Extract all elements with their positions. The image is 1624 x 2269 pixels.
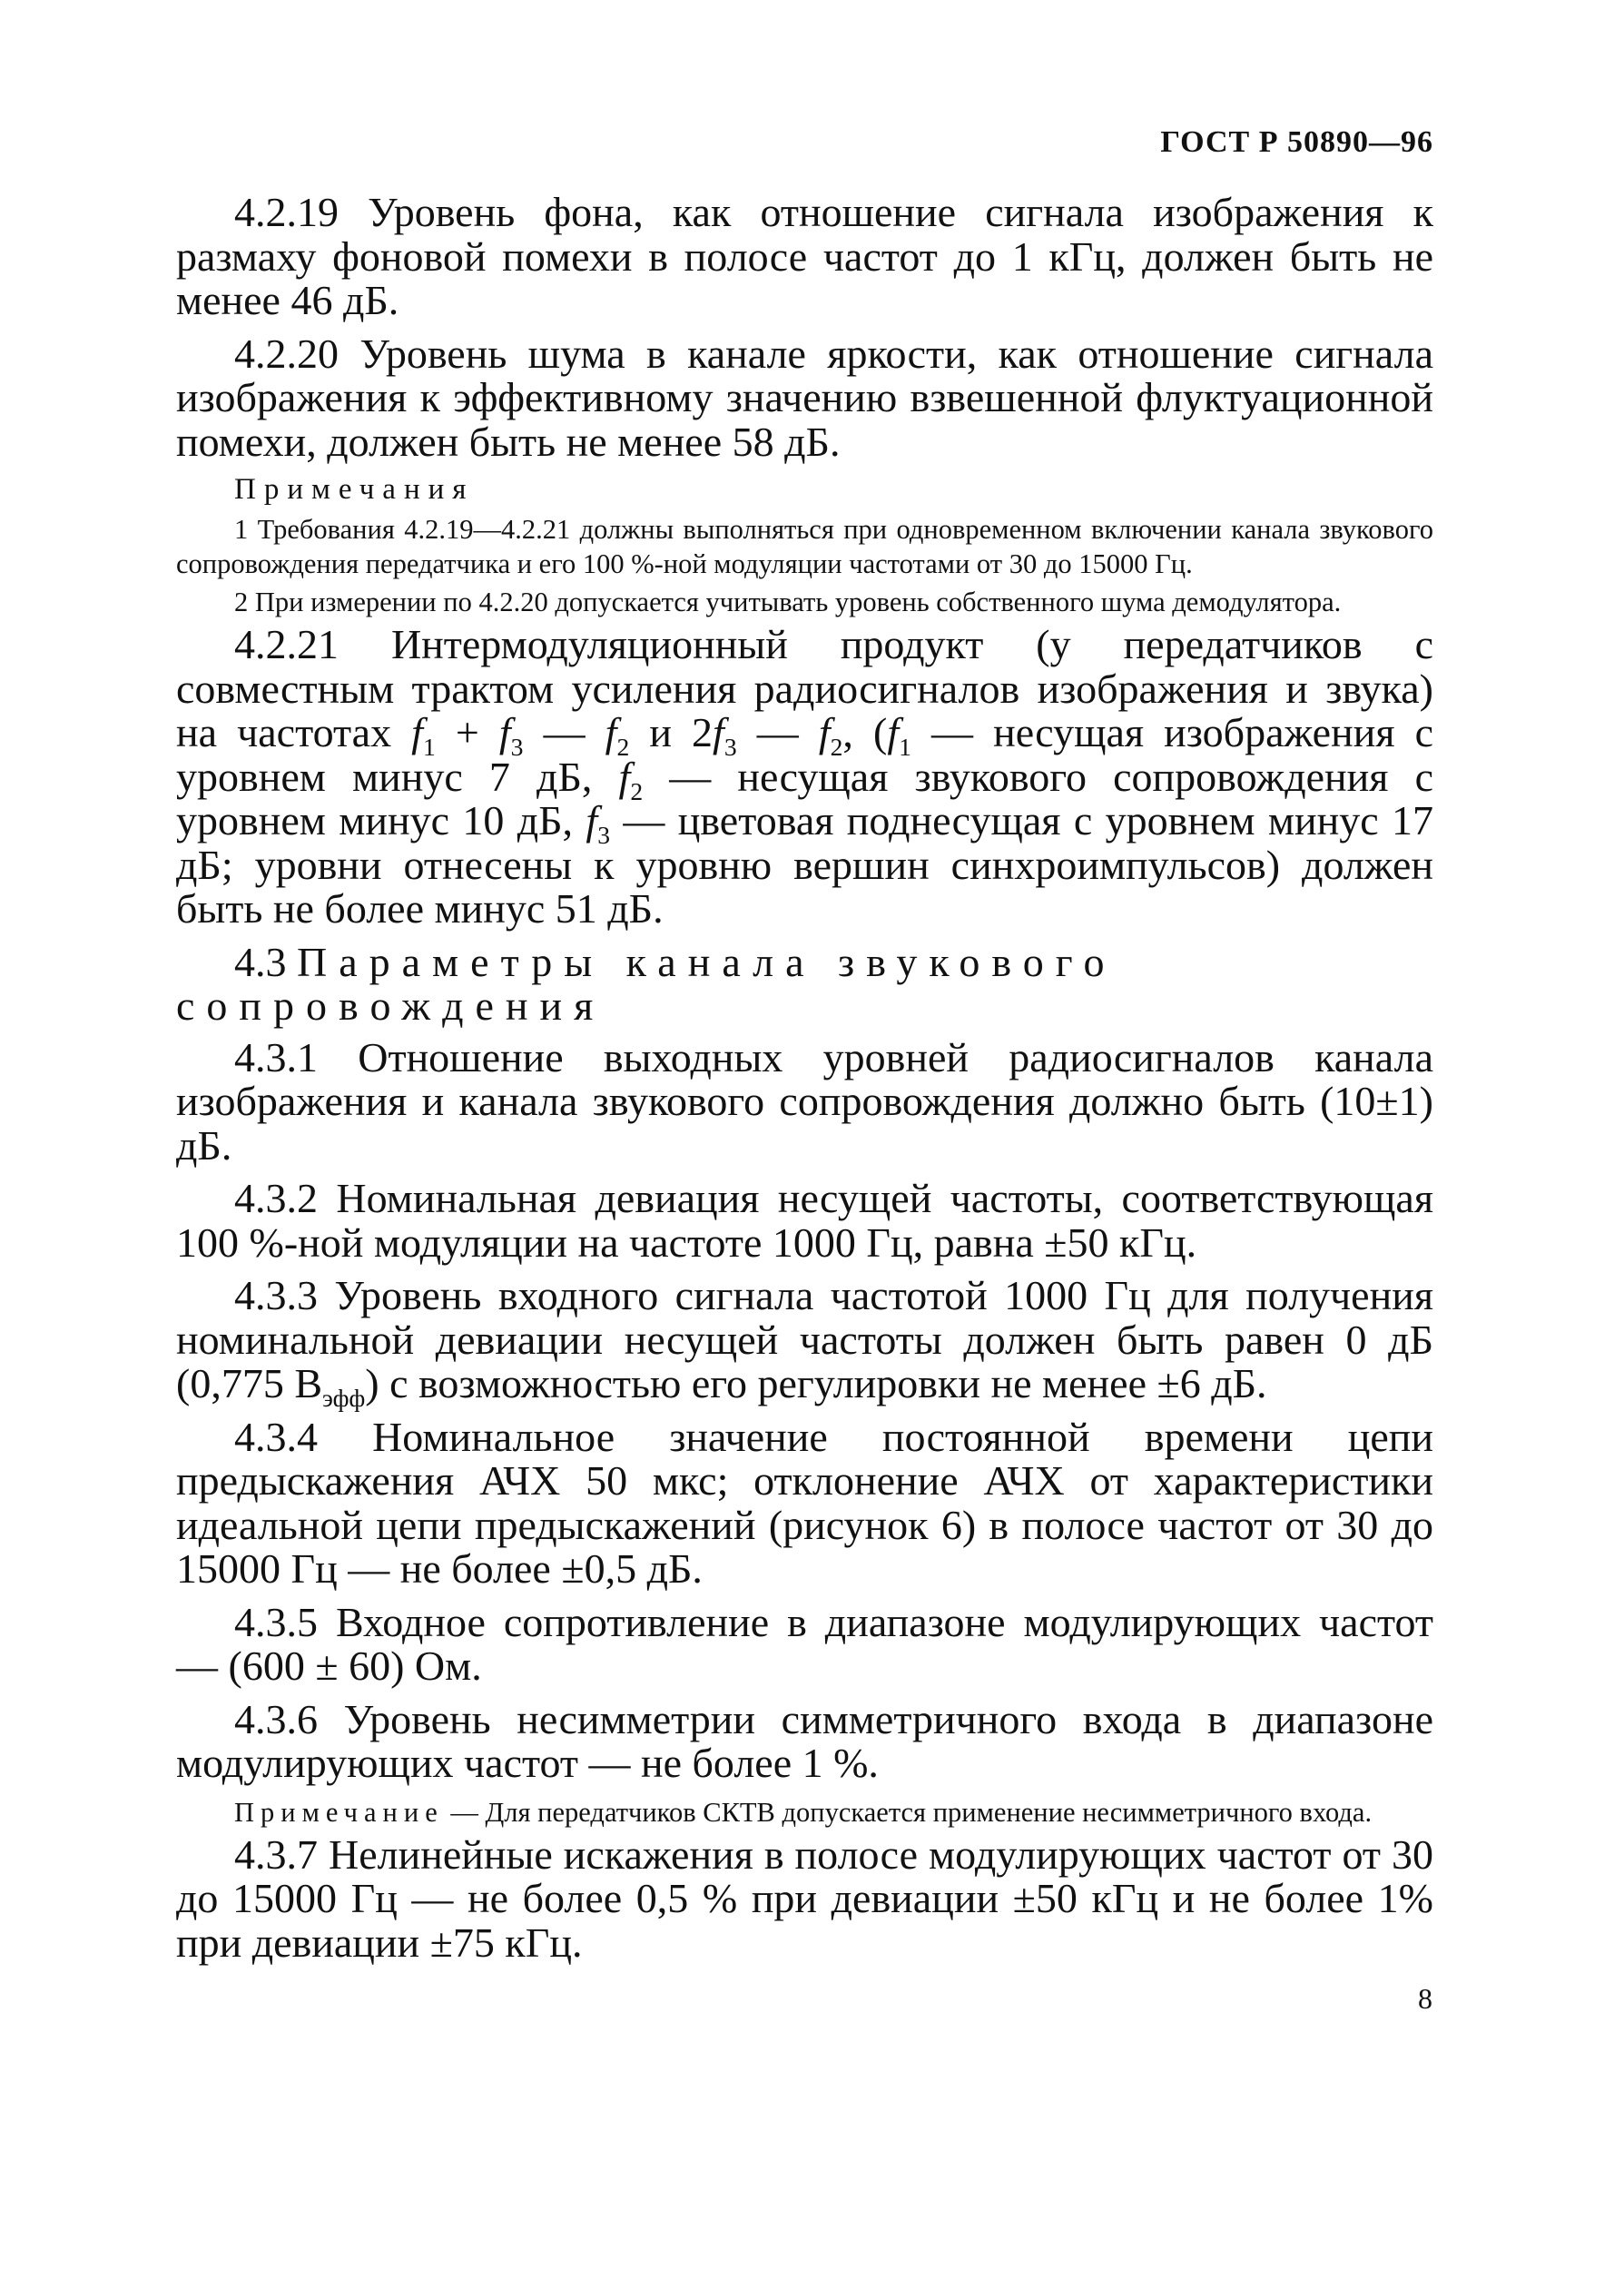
text-run: ) с возможностью его регулировки не менее ±6 дБ. bbox=[365, 1360, 1267, 1406]
frequency-subscript: 3 bbox=[597, 821, 610, 850]
paragraph-4-2-20: 4.2.20 Уровень шума в канале яркости, как отношение сигнала изображения к эффективному значению взвешенной флуктуационной помехи, должен быть не менее 58 дБ. bbox=[176, 330, 1433, 465]
text-run: — bbox=[736, 709, 819, 755]
paragraph-4-3-4: 4.3.4 Номинальное значение постоянной времени цепи предыскажения АЧХ 50 мкс; отклонение АЧХ от характеристики идеальной цепи предыскажений (рисунок 6) в полосе частот от 30 до 15000 Гц — не более ±0,5 дБ. bbox=[176, 1413, 1433, 1592]
frequency-subscript: 3 bbox=[510, 733, 524, 762]
paragraph-4-2-21 bbox=[176, 623, 1433, 932]
document-body bbox=[176, 191, 1433, 1974]
frequency-symbol: f bbox=[618, 753, 631, 800]
text-run: и 2 bbox=[629, 709, 714, 755]
note-inline-text: — Для передатчиков СКТВ допускается применение несимметричного входа. bbox=[443, 1796, 1373, 1828]
text-run: , ( bbox=[842, 709, 888, 755]
frequency-symbol: f bbox=[586, 797, 598, 843]
page-number: 8 bbox=[1418, 1982, 1432, 2015]
frequency-subscript: 1 bbox=[899, 733, 911, 762]
paragraph-4-3-6: 4.3.6 Уровень несимметрии симметричного входа в диапазоне модулирующих частот — не более 1 %. bbox=[176, 1695, 1433, 1786]
note-inline bbox=[176, 1795, 1433, 1830]
frequency-subscript: 1 bbox=[422, 733, 436, 762]
note-inline-label: Примечание bbox=[234, 1796, 444, 1828]
frequency-subscript: 3 bbox=[723, 733, 737, 762]
text-run: 4.2.21 Интермодуляционный продукт (у передатчиков с совместным трактом усиления радиосигналов изображения и звука) на частотах bbox=[176, 621, 1433, 755]
paragraph-4-3-7: 4.3.7 Нелинейные искажения в полосе модулирующих частот от 30 до 15000 Гц — не более 0,5 % при девиации ±50 кГц и не более 1% при девиации ±75 кГц. bbox=[176, 1830, 1433, 1966]
frequency-symbol: f bbox=[713, 709, 724, 755]
frequency-subscript: 2 bbox=[616, 733, 630, 762]
paragraph-4-3-5: 4.3.5 Входное сопротивление в диапазоне модулирующих частот — (600 ± 60) Ом. bbox=[176, 1598, 1433, 1689]
frequency-subscript: 2 bbox=[630, 776, 644, 805]
paragraph-4-3-1: 4.3.1 Отношение выходных уровней радиосигналов канала изображения и канала звукового сопровождения должно быть (10±1) дБ. bbox=[176, 1033, 1433, 1169]
frequency-subscript: 2 bbox=[830, 733, 843, 762]
text-run: — несущая звукового сопровождения с уровнем минус 10 дБ, bbox=[176, 753, 1433, 843]
section-title: Параметры канала звукового сопровождения bbox=[176, 938, 1117, 1029]
paragraph-4-3-2: 4.3.2 Номинальная девиация несущей частоты, соответствующая 100 %-ной модуляции на частоте 1000 Гц, равна ±50 кГц. bbox=[176, 1175, 1433, 1266]
section-number: 4.3 bbox=[234, 938, 287, 985]
frequency-symbol: f bbox=[498, 709, 511, 755]
paragraph-4-3-3 bbox=[176, 1272, 1433, 1413]
note-1: 1 Требования 4.2.19—4.2.21 должны выполняться при одновременном включении канала звукового сопровождения передатчика и его 100 %-ной модуляции частотами от 30 до 15000 Гц. bbox=[176, 514, 1433, 579]
section-4-3-heading bbox=[176, 938, 1433, 1029]
text-run: — несущая изображения с уровнем минус 7 дБ, bbox=[176, 709, 1433, 800]
text-run: — bbox=[523, 709, 605, 755]
note-2: 2 При измерении по 4.2.20 допускается учитывать уровень собственного шума демодулятора. bbox=[234, 587, 1342, 617]
paragraph-4-2-19: 4.2.19 Уровень фона, как отношение сигнала изображения к размаху фоновой помехи в полосе частот до 1 кГц, должен быть не менее 46 дБ. bbox=[176, 189, 1433, 323]
text-run: + bbox=[435, 709, 499, 755]
notes-heading: Примечания bbox=[234, 473, 475, 506]
text-run: — цветовая поднесущая с уровнем минус 17 дБ; уровни отнесены к уровню вершин синхроимпульсов) должен быть не более минус 51 дБ. bbox=[176, 797, 1433, 932]
frequency-symbol: f bbox=[887, 709, 900, 755]
frequency-symbol: f bbox=[605, 709, 617, 755]
frequency-symbol: f bbox=[411, 709, 423, 755]
frequency-symbol: f bbox=[818, 709, 831, 755]
document-code: ГОСТ Р 50890—96 bbox=[1160, 125, 1433, 159]
text-run: 4.3.3 Уровень входного сигнала частотой 1000 Гц для получения номинальной девиации несущей частоты должен быть равен 0 дБ (0,775 В bbox=[176, 1272, 1433, 1406]
unit-subscript: эфф bbox=[322, 1384, 366, 1413]
